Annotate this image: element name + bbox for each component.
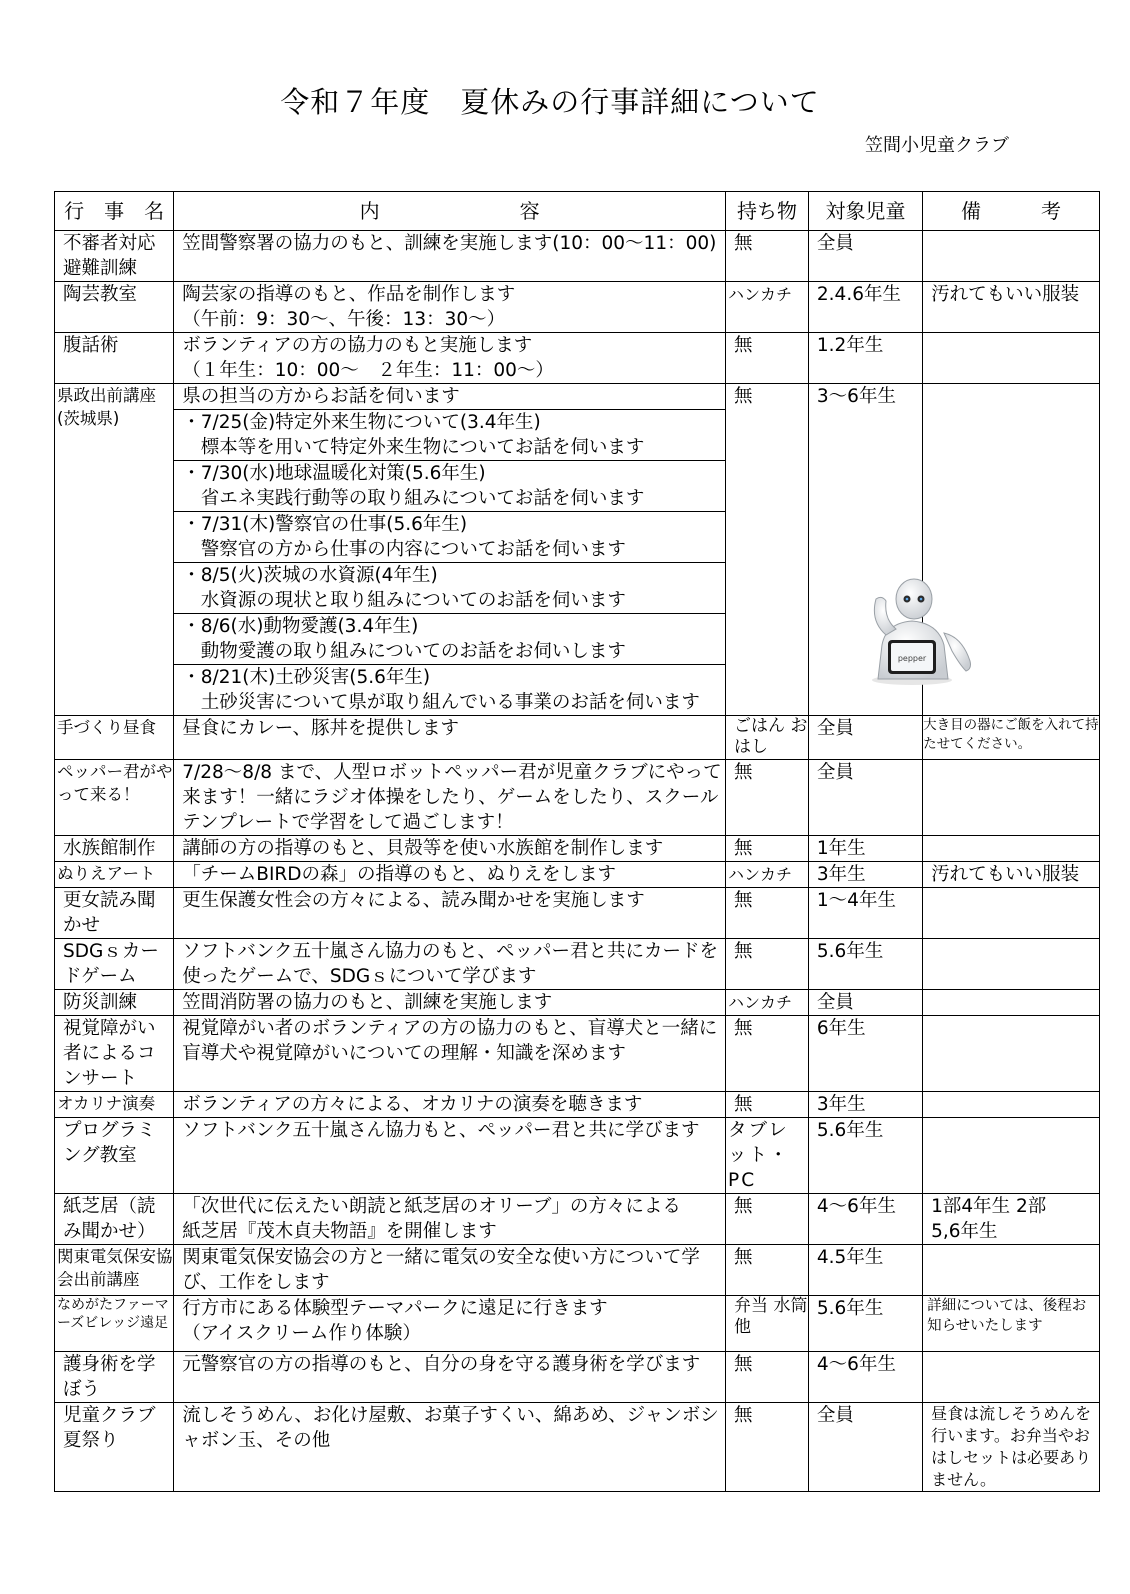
- table-row: [55, 990, 1100, 1016]
- content-line: ・8/5(火)茨城の水資源(4年生): [182, 565, 438, 586]
- event-content: [174, 231, 726, 282]
- event-name: オカリナ演奏: [55, 1092, 174, 1118]
- event-items: 無: [726, 836, 809, 862]
- event-items: 無: [726, 1092, 809, 1118]
- event-content: [174, 384, 726, 716]
- event-content: [174, 1016, 726, 1092]
- event-items: ハンカチ: [726, 990, 809, 1016]
- event-notes: [923, 1245, 1100, 1296]
- content-line: 水資源の現状と取り組みについてのお話を伺います: [182, 590, 626, 611]
- event-name: 県政出前講座(茨城県): [55, 384, 174, 716]
- event-target: 全員: [808, 231, 922, 282]
- content-line: 元警察官の方の指導のもと、自分の身を守る護身術を学びます: [182, 1354, 701, 1375]
- event-name: 視覚障がい者によるコンサート: [55, 1016, 174, 1092]
- event-content: [174, 1194, 726, 1245]
- event-notes: 1部4年生 2部5,6年生: [923, 1194, 1100, 1245]
- event-name: 腹話術: [55, 333, 174, 384]
- event-notes: [923, 760, 1100, 836]
- event-name: SDGｓカードゲーム: [55, 939, 174, 990]
- events-table: [54, 191, 1100, 1492]
- content-line: ソフトバンク五十嵐さん協力のもと、ペッパー君と共にカードを使ったゲームで、SDGｓについて学びます: [182, 941, 719, 987]
- event-target: 全員: [808, 760, 922, 836]
- event-notes: [923, 888, 1100, 939]
- content-line: 陶芸家の指導のもと、作品を制作します: [182, 284, 516, 305]
- table-row: [55, 939, 1100, 990]
- event-content: [174, 333, 726, 384]
- content-line: 紙芝居『茂木貞夫物語』を開催します: [182, 1221, 497, 1242]
- event-target: 6年生: [808, 1016, 922, 1092]
- content-line: 「次世代に伝えたい朗読と紙芝居のオリーブ」の方々による: [182, 1196, 681, 1217]
- event-name: ペッパー君がやって来る！: [55, 760, 174, 836]
- event-items: 無: [726, 939, 809, 990]
- table-row: [55, 1296, 1100, 1352]
- content-line: （アイスクリーム作り体験）: [182, 1323, 421, 1344]
- lecture-session: [174, 511, 725, 562]
- event-content: [174, 990, 726, 1016]
- lecture-session: [174, 562, 725, 613]
- event-items: 無: [726, 760, 809, 836]
- event-items: 無: [726, 1194, 809, 1245]
- content-line: 笠間消防署の協力のもと、訓練を実施します: [182, 992, 553, 1013]
- content-line: 行方市にある体験型テーマパークに遠足に行きます: [182, 1298, 608, 1319]
- table-row: [55, 282, 1100, 333]
- content-line: 流しそうめん、お化け屋敷、お菓子すくい、綿あめ、ジャンボシャボン玉、その他: [182, 1405, 719, 1451]
- content-line: 県の担当の方からお話を伺います: [182, 386, 460, 407]
- content-line: 関東電気保安協会の方と一緒に電気の安全な使い方について学び、工作をします: [182, 1247, 700, 1293]
- event-target: 5.6年生: [808, 939, 922, 990]
- event-name: 防災訓練: [55, 990, 174, 1016]
- event-items: 無: [726, 888, 809, 939]
- content-line: ・7/25(金)特定外来生物について(3.4年生): [182, 412, 541, 433]
- event-notes: 大き目の器にご飯を入れて持たせてください。: [923, 716, 1100, 760]
- content-line: ボランティアの方々による、オカリナの演奏を聴きます: [182, 1094, 643, 1115]
- event-notes: [923, 1118, 1100, 1194]
- event-target: 5.6年生: [808, 1296, 922, 1352]
- header-name: 行 事 名: [55, 192, 174, 231]
- event-target: 1～4年生: [808, 888, 922, 939]
- content-line: 動物愛護の取り組みについてのお話をお伺いします: [182, 641, 626, 662]
- event-notes: [923, 990, 1100, 1016]
- event-content: [174, 282, 726, 333]
- lecture-session: [174, 613, 725, 664]
- lecture-session: [174, 460, 725, 511]
- event-target: 5.6年生: [808, 1118, 922, 1194]
- table-row: [55, 1016, 1100, 1092]
- event-name: 手づくり昼食: [55, 716, 174, 760]
- event-notes: 昼食は流しそうめんを行います。お弁当やおはしセットは必要ありません。: [923, 1403, 1100, 1492]
- event-target: 1年生: [808, 836, 922, 862]
- event-content: [174, 1118, 726, 1194]
- content-line: ・7/30(水)地球温暖化対策(5.6年生): [182, 463, 486, 484]
- content-line: 警察官の方から仕事の内容についてお話を伺います: [182, 539, 626, 560]
- event-target: 4.5年生: [808, 1245, 922, 1296]
- event-content: [174, 1092, 726, 1118]
- event-name: 児童クラブ夏祭り: [55, 1403, 174, 1492]
- content-line: 土砂災害について県が取り組んでいる事業のお話を伺います: [182, 692, 700, 713]
- table-row: [55, 760, 1100, 836]
- table-row: [55, 836, 1100, 862]
- event-name: 不審者対応避難訓練: [55, 231, 174, 282]
- event-notes: [923, 1092, 1100, 1118]
- event-target: 3～6年生: [808, 384, 922, 716]
- event-items: 無: [726, 1245, 809, 1296]
- event-content: [174, 1245, 726, 1296]
- table-row: [55, 862, 1100, 888]
- event-name: 紙芝居（読み聞かせ）: [55, 1194, 174, 1245]
- table-row: [55, 1194, 1100, 1245]
- organization-name: 笠間小児童クラブ: [865, 135, 1009, 156]
- robot-screen-label: pepper: [897, 654, 927, 663]
- event-name: 水族館制作: [55, 836, 174, 862]
- content-line: ソフトバンク五十嵐さん協力もと、ペッパー君と共に学びます: [182, 1120, 700, 1141]
- event-target: 4～6年生: [808, 1194, 922, 1245]
- event-items: 無: [726, 1403, 809, 1492]
- table-row: [55, 231, 1100, 282]
- table-row: [55, 888, 1100, 939]
- event-items: 無: [726, 333, 809, 384]
- event-target: 2.4.6年生: [808, 282, 922, 333]
- event-items: 弁当 水筒他: [726, 1296, 809, 1352]
- event-target: 3年生: [808, 1092, 922, 1118]
- content-line: ・7/31(木)警察官の仕事(5.6年生): [182, 514, 468, 535]
- event-items: 無: [726, 1016, 809, 1092]
- content-line: ・8/21(木)土砂災害(5.6年生): [182, 667, 431, 688]
- content-line: 省エネ実践行動等の取り組みについてお話を伺います: [182, 488, 645, 509]
- lecture-session: [174, 664, 725, 715]
- event-content: [174, 862, 726, 888]
- content-line: （１年生：10：00～ ２年生：11：00～）: [182, 360, 554, 381]
- event-content: [174, 1403, 726, 1492]
- event-items: タブレット・PC: [726, 1118, 809, 1194]
- event-notes: [923, 1016, 1100, 1092]
- event-content: [174, 1352, 726, 1403]
- event-name: プログラミング教室: [55, 1118, 174, 1194]
- event-content: [174, 760, 726, 836]
- table-row: [55, 1092, 1100, 1118]
- content-line: 講師の方の指導のもと、貝殻等を使い水族館を制作します: [182, 838, 664, 859]
- lecture-session: [174, 409, 725, 460]
- table-row: [55, 333, 1100, 384]
- event-name: 関東電気保安協会出前講座: [55, 1245, 174, 1296]
- event-target: 3年生: [808, 862, 922, 888]
- event-name: なめがたファーマーズビレッジ遠足: [55, 1296, 174, 1352]
- event-notes: [923, 333, 1100, 384]
- content-line: 「チームBIRDの森」の指導のもと、ぬりえをします: [182, 864, 616, 885]
- page-title: 令和７年度 夏休みの行事詳細について: [280, 85, 820, 119]
- content-line: 視覚障がい者のボランティアの方の協力のもと、盲導犬と一緒に盲導犬や視覚障がいについての理解・知識を深めます: [182, 1018, 718, 1064]
- table-row: [55, 1403, 1100, 1492]
- event-name: 護身術を学ぼう: [55, 1352, 174, 1403]
- event-notes: [923, 231, 1100, 282]
- content-line: 更生保護女性会の方々による、読み聞かせを実施します: [182, 890, 645, 911]
- content-line: 笠間警察署の協力のもと、訓練を実施します(10：00～11：00): [182, 233, 717, 254]
- event-notes: 汚れてもいい服装: [923, 282, 1100, 333]
- event-content: [174, 716, 726, 760]
- event-notes: [923, 939, 1100, 990]
- event-notes: [923, 1352, 1100, 1403]
- content-line: ボランティアの方の協力のもと実施します: [182, 335, 533, 356]
- table-row: [55, 1118, 1100, 1194]
- table-header-row: [55, 192, 1100, 231]
- header-content: 内 容: [174, 192, 726, 231]
- event-name: 陶芸教室: [55, 282, 174, 333]
- event-target: 全員: [808, 1403, 922, 1492]
- event-items: ハンカチ: [726, 282, 809, 333]
- event-notes: 詳細については、後程お知らせいたします: [923, 1296, 1100, 1352]
- event-notes: 汚れてもいい服装: [923, 862, 1100, 888]
- content-line: 7/28～8/8 まで、人型ロボットペッパー君が児童クラブにやって来ます！一緒にラジオ体操をしたり、ゲームをしたり、スクールテンプレートで学習をして過ごします！: [182, 762, 722, 833]
- event-content: [174, 836, 726, 862]
- event-name: 更女読み聞かせ: [55, 888, 174, 939]
- table-row: [55, 1352, 1100, 1403]
- table-row: [55, 1245, 1100, 1296]
- event-content: [174, 1296, 726, 1352]
- event-items: ハンカチ: [726, 862, 809, 888]
- table-row: [55, 716, 1100, 760]
- header-items: 持ち物: [726, 192, 809, 231]
- event-content: [174, 939, 726, 990]
- event-notes: [923, 836, 1100, 862]
- event-target: 全員: [808, 990, 922, 1016]
- header-target: 対象児童: [808, 192, 922, 231]
- content-line: ・8/6(水)動物愛護(3.4年生): [182, 616, 419, 637]
- event-name: ぬりえアート: [55, 862, 174, 888]
- event-target: 1.2年生: [808, 333, 922, 384]
- event-items: 無: [726, 231, 809, 282]
- pepper-robot-image: [852, 575, 980, 687]
- event-items: 無: [726, 1352, 809, 1403]
- content-line: 標本等を用いて特定外来生物についてお話を伺います: [182, 437, 645, 458]
- content-line: 昼食にカレー、豚丼を提供します: [182, 718, 460, 739]
- event-target: 4～6年生: [808, 1352, 922, 1403]
- event-target: 全員: [808, 716, 922, 760]
- content-line: （午前：9：30～、午後：13：30～）: [182, 309, 506, 330]
- event-content: [174, 888, 726, 939]
- event-items: ごはん おはし: [726, 716, 809, 760]
- header-notes: 備 考: [923, 192, 1100, 231]
- event-items: 無: [726, 384, 809, 716]
